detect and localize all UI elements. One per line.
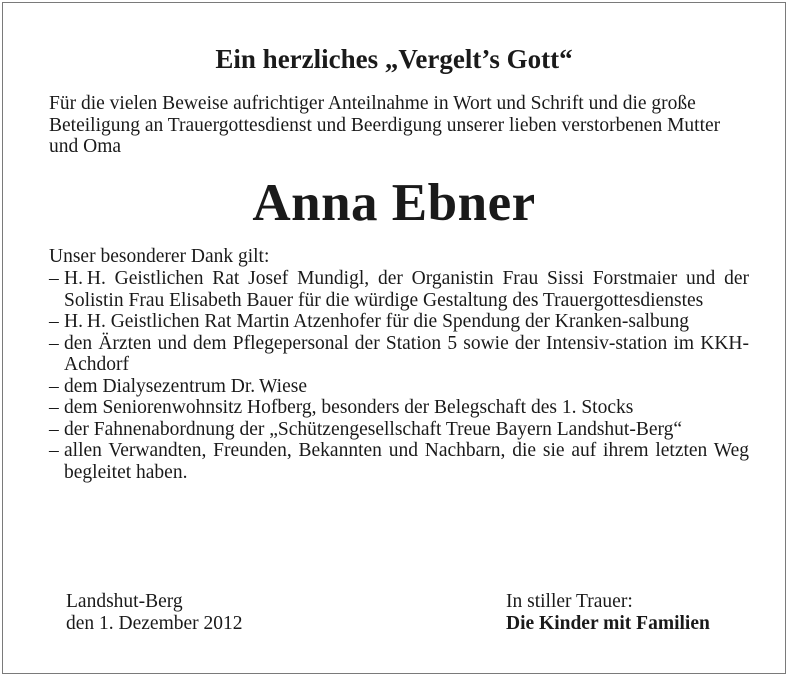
thanks-item-text: H. H. Geistlichen Rat Josef Mundigl, der Organistin Frau Sissi Forstmaier und der Solistin Frau Elisabeth Bauer für die würdige Gestaltung des Trauergottesdienstes (64, 268, 749, 311)
list-dash: – (49, 268, 59, 289)
mourning-label: In stiller Trauer: (506, 591, 633, 612)
thanks-item-text: dem Dialysezentrum Dr. Wiese (64, 375, 307, 397)
list-dash: – (49, 375, 59, 397)
deceased-name: Anna Ebner (252, 174, 536, 232)
thanks-item-text: allen Verwandten, Freunden, Bekannten und Nachbarn, die sie auf ihrem letzten Weg begleitet haben. (64, 440, 749, 483)
thanks-item-text: H. H. Geistlichen Rat Martin Atzenhofer für die Spendung der Kranken-salbung (64, 311, 690, 332)
signatories: Die Kinder mit Familien (506, 612, 710, 634)
intro-paragraph: Für die vielen Beweise aufrichtiger Anteilnahme in Wort und Schrift und die große Beteiligung an Trauergottesdienst und Beerdigung unserer lieben verstorbenen Mutter und Oma (49, 93, 721, 157)
notice-frame (2, 2, 786, 674)
thanks-list-item (49, 333, 749, 376)
date: den 1. Dezember 2012 (66, 612, 243, 634)
thanks-item-text: den Ärzten und dem Pflegepersonal der Station 5 sowie der Intensiv-station im KKH-Achdorf (64, 332, 749, 375)
thanks-heading: Unser besonderer Dank gilt: (49, 246, 270, 267)
thanks-list-item (49, 311, 749, 333)
list-dash: – (49, 332, 59, 354)
notice-headline: Ein herzliches „Vergelt’s Gott“ (215, 44, 573, 74)
list-dash: – (49, 311, 59, 332)
place: Landshut-Berg (66, 591, 183, 612)
list-dash: – (49, 397, 59, 418)
mourners-block (506, 591, 710, 634)
thanks-item-text: dem Seniorenwohnsitz Hofberg, besonders der Belegschaft des 1. Stocks (64, 397, 634, 418)
thanks-list-item (49, 376, 749, 398)
thanks-list-item (49, 397, 749, 419)
list-dash: – (49, 418, 59, 440)
thanks-list-item (49, 440, 749, 483)
thanks-list-item (49, 419, 749, 441)
thanks-list-item (49, 268, 749, 311)
thanks-list (49, 268, 749, 483)
list-dash: – (49, 440, 59, 461)
thanks-item-text: der Fahnenabordnung der „Schützengesellschaft Treue Bayern Landshut-Berg“ (64, 418, 683, 440)
place-date-block (66, 591, 243, 634)
